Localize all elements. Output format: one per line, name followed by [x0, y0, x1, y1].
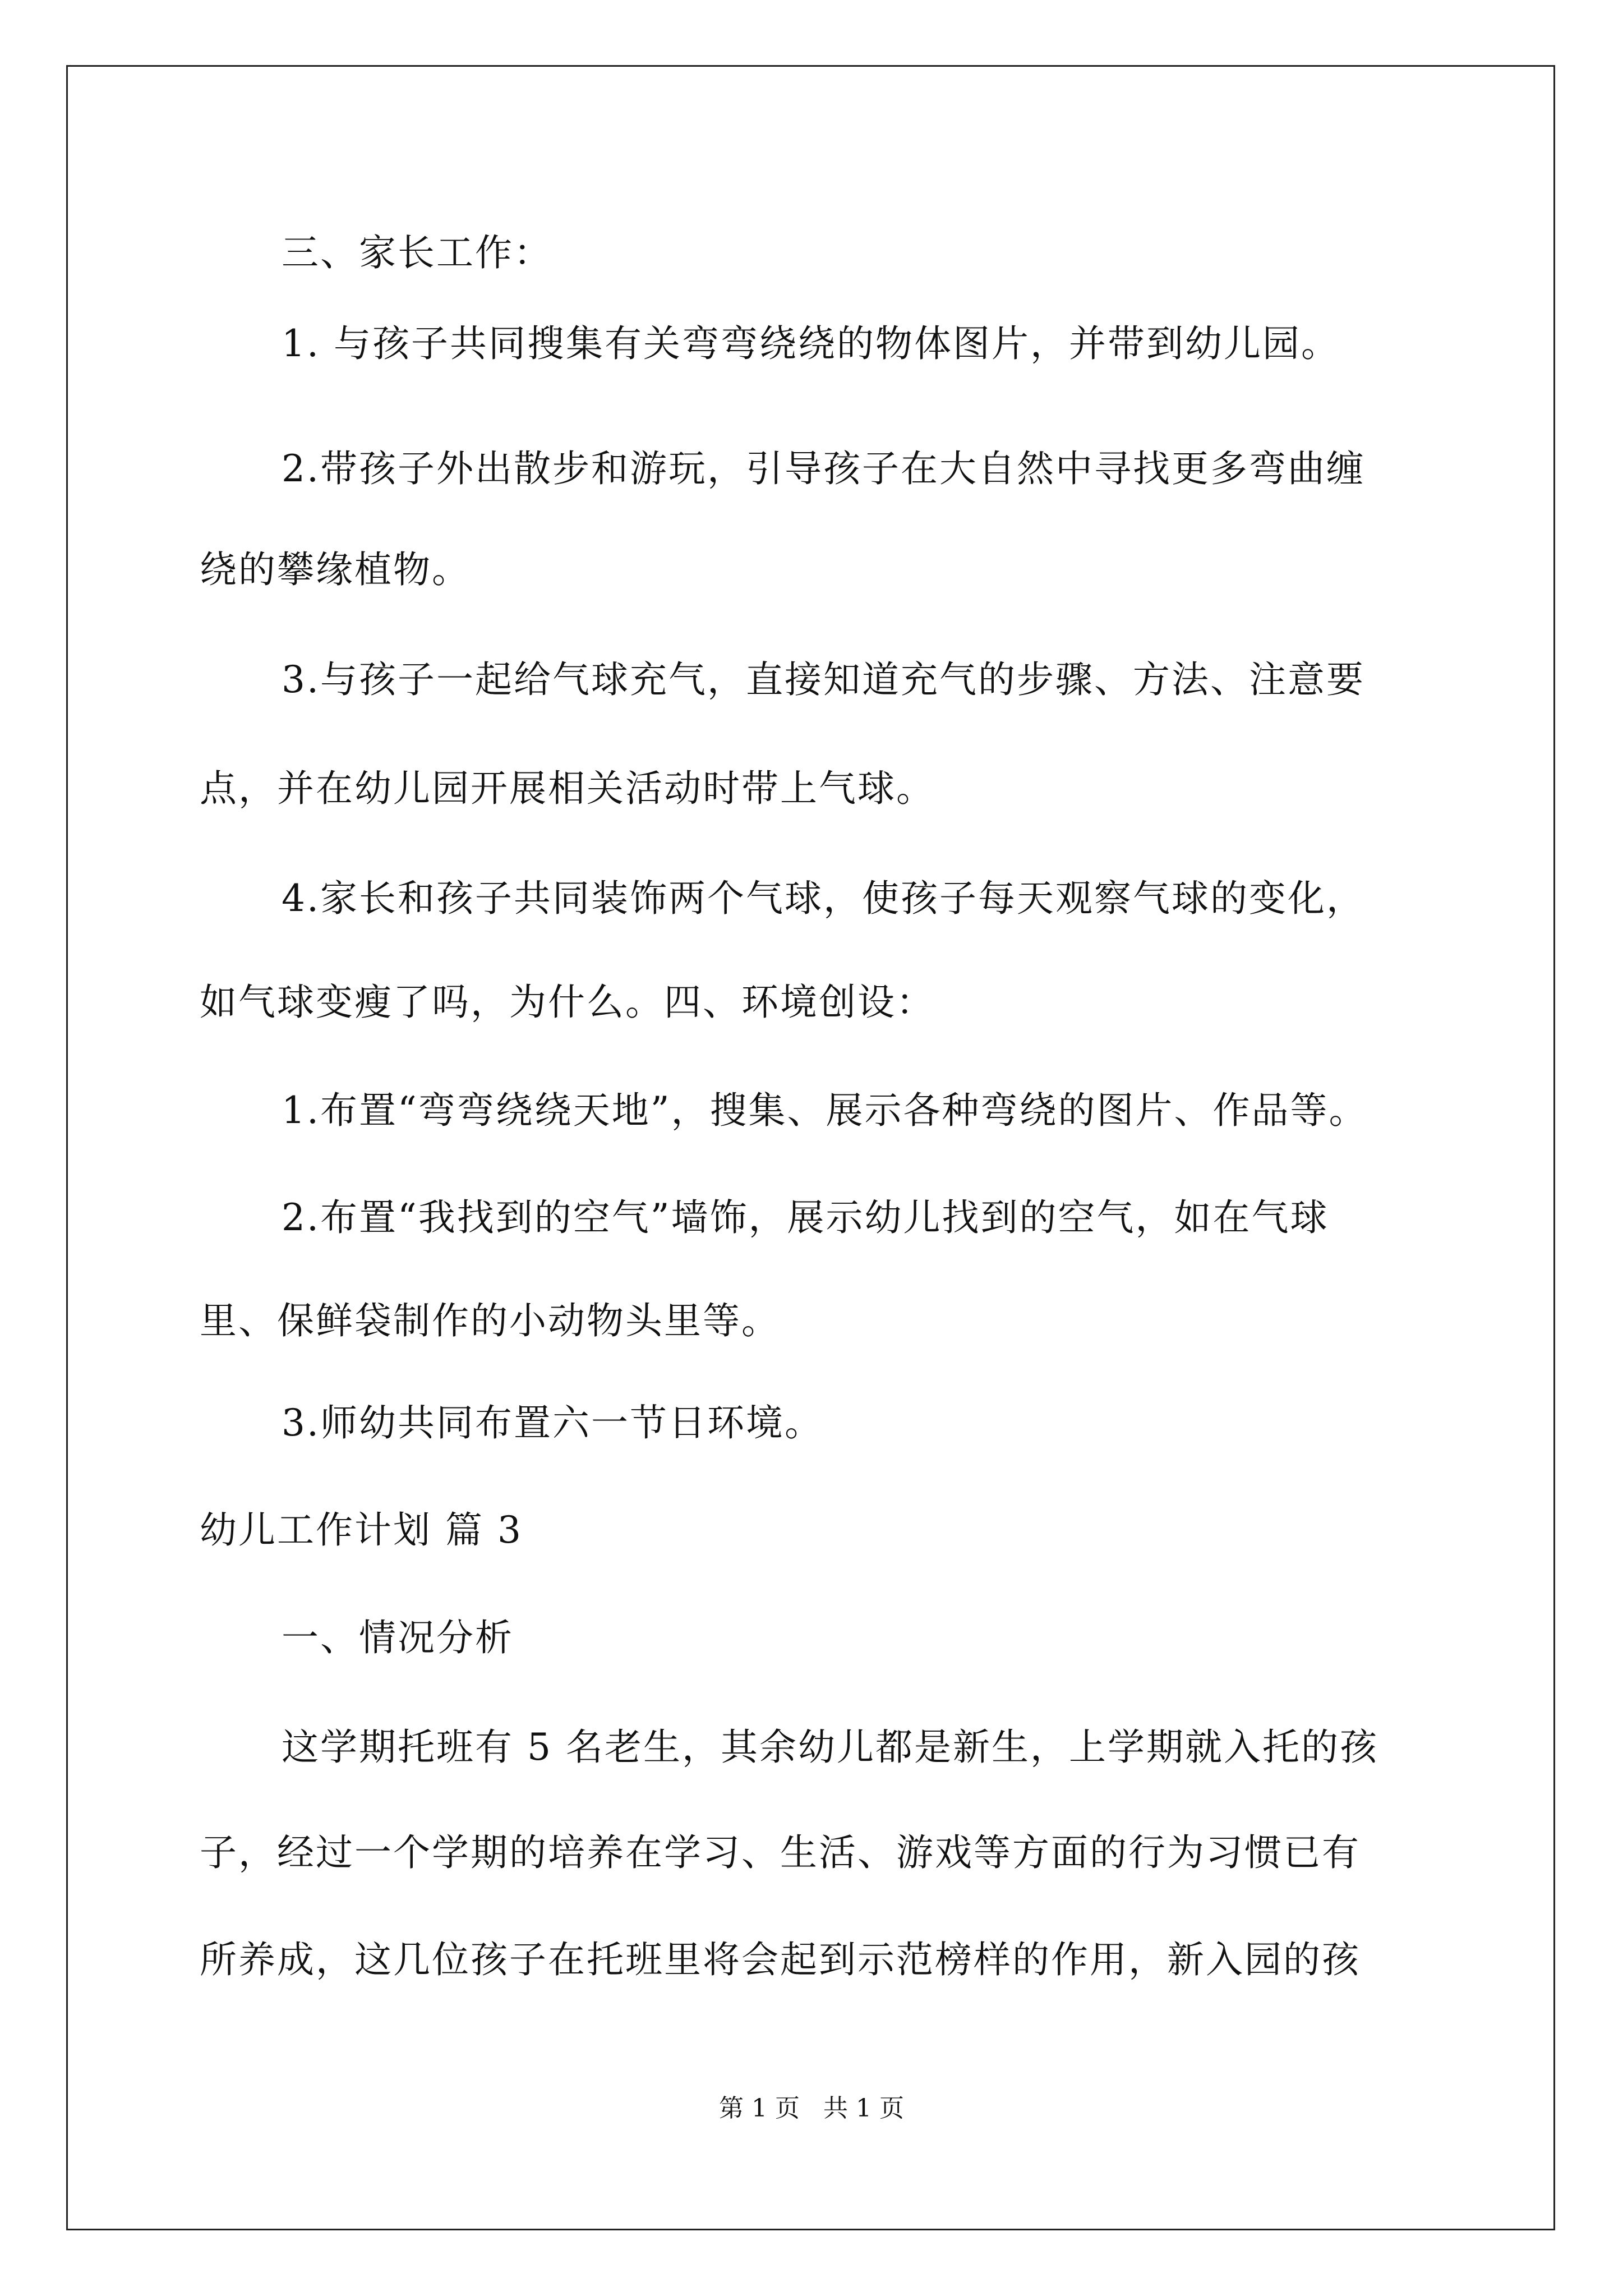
- paragraph-line: 如气球变瘦了吗，为什么。四、环境创设：: [200, 981, 935, 1024]
- paragraph-line: 3.与孩子一起给气球充气，直接知道充气的步骤、方法、注意要: [282, 658, 1365, 701]
- paragraph-line: 1. 与孩子共同搜集有关弯弯绕绕的物体图片，并带到幼儿园。: [282, 322, 1340, 365]
- paragraph-line: 2.带孩子外出散步和游玩，引导孩子在大自然中寻找更多弯曲缠: [282, 447, 1365, 490]
- paragraph-line: 这学期托班有 5 名老生，其余幼儿都是新生，上学期就入托的孩: [282, 1726, 1378, 1769]
- section-heading-situation-analysis: 一、情况分析: [282, 1616, 514, 1659]
- paragraph-line: 子，经过一个学期的培养在学习、生活、游戏等方面的行为习惯已有: [200, 1831, 1361, 1874]
- paragraph-line: 里、保鲜袋制作的小动物头里等。: [200, 1299, 780, 1342]
- page-border: [66, 65, 1555, 2230]
- article-title: 幼儿工作计划 篇 3: [200, 1508, 523, 1552]
- section-heading-parent-work: 三、家长工作：: [282, 231, 552, 274]
- paragraph-line: 点，并在幼儿园开展相关活动时带上气球。: [200, 767, 935, 810]
- paragraph-line: 1.布置“弯弯绕绕天地”，搜集、展示各种弯绕的图片、作品等。: [282, 1089, 1368, 1132]
- paragraph-line: 所养成，这几位孩子在托班里将会起到示范榜样的作用，新入园的孩: [200, 1938, 1361, 1981]
- paragraph-line: 3.师幼共同布置六一节日环境。: [282, 1401, 823, 1444]
- paragraph-line: 2.布置“我找到的空气”墙饰，展示幼儿找到的空气，如在气球: [282, 1196, 1329, 1239]
- paragraph-line: 4.家长和孩子共同装饰两个气球，使孩子每天观察气球的变化，: [282, 877, 1365, 920]
- paragraph-line: 绕的攀缘植物。: [200, 548, 471, 591]
- page-number-footer: 第 1 页 共 1 页: [719, 2094, 904, 2123]
